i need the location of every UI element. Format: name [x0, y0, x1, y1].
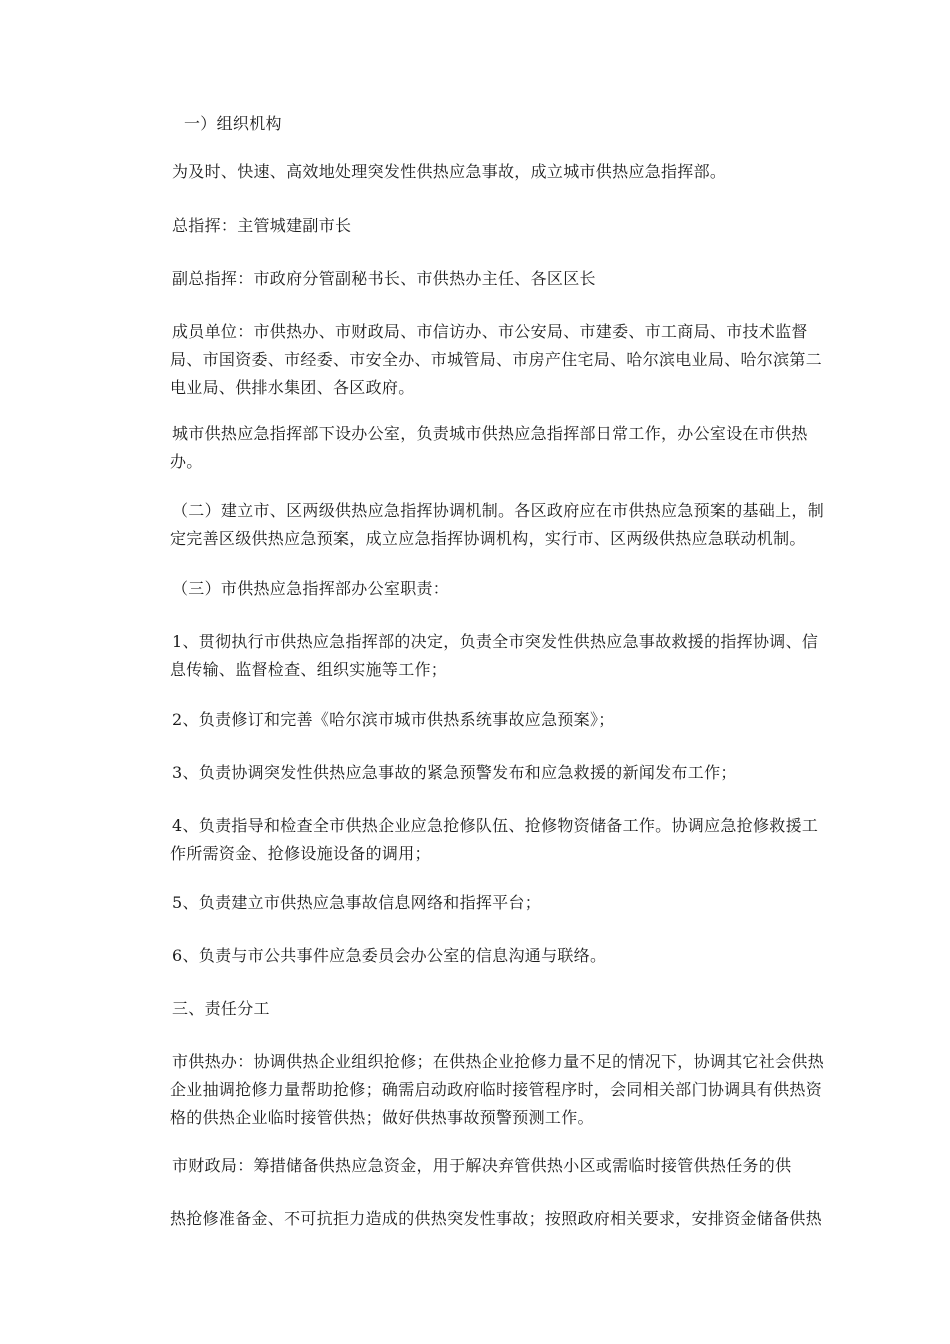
- paragraph-two-level-mechanism: （二）建立市、区两级供热应急指挥协调机制。各区政府应在市供热应急预案的基础上，制定完善区级供热应急预案，成立应急指挥协调机构，实行市、区两级供热应急联动机制。: [170, 501, 825, 548]
- paragraph-finance-bureau-line-1: 市财政局：筹措储备供热应急资金，用于解决弃管供热小区或需临时接管供热任务的供: [172, 1156, 792, 1175]
- duty-item-4: 4、负责指导和检查全市供热企业应急抢修队伍、抢修物资储备工作。协调应急抢修救援工作所需资金、抢修设施设备的调用；: [170, 816, 819, 863]
- duty-item-6: 6、负责与市公共事件应急委员会办公室的信息沟通与联络。: [172, 946, 607, 965]
- paragraph-finance-bureau-line-2: 热抢修准备金、不可抗拒力造成的供热突发性事故；按照政府相关要求，安排资金储备供热: [170, 1209, 823, 1228]
- duty-item-5: 5、负责建立市供热应急事故信息网络和指挥平台；: [172, 893, 542, 912]
- section-heading-responsibilities: 三、责任分工: [172, 999, 270, 1018]
- paragraph-commander: 总指挥：主管城建副市长: [172, 216, 352, 235]
- paragraph-member-units: 成员单位：市供热办、市财政局、市信访办、市公安局、市建委、市工商局、市技术监督局、市国资委、市经委、市安全办、市城管局、市房产住宅局、哈尔滨电业局、哈尔滨第二电业局、供排水集团、各区政府。: [170, 322, 823, 397]
- duty-item-1: 1、贯彻执行市供热应急指挥部的决定，负责全市突发性供热应急事故救援的指挥协调、信息传输、监督检查、组织实施等工作；: [170, 632, 819, 679]
- duty-item-2: 2、负责修订和完善《哈尔滨市城市供热系统事故应急预案》；: [172, 710, 615, 729]
- paragraph-purpose: 为及时、快速、高效地处理突发性供热应急事故，成立城市供热应急指挥部。: [172, 162, 727, 181]
- paragraph-office: 城市供热应急指挥部下设办公室，负责城市供热应急指挥部日常工作，办公室设在市供热办。: [170, 424, 808, 471]
- paragraph-deputy-commander: 副总指挥：市政府分管副秘书长、市供热办主任、各区区长: [172, 269, 596, 288]
- duty-item-3: 3、负责协调突发性供热应急事故的紧急预警发布和应急救援的新闻发布工作；: [172, 763, 737, 782]
- section-heading-organization: 一）组织机构: [184, 114, 282, 133]
- section-heading-office-duties: （三）市供热应急指挥部办公室职责：: [172, 579, 450, 598]
- paragraph-heating-office: 市供热办：协调供热企业组织抢修；在供热企业抢修力量不足的情况下，协调其它社会供热企业抽调抢修力量帮助抢修；确需启动政府临时接管程序时，会同相关部门协调具有供热资格的供热企业临时接管供热；做好供热事故预警预测工作。: [170, 1052, 825, 1127]
